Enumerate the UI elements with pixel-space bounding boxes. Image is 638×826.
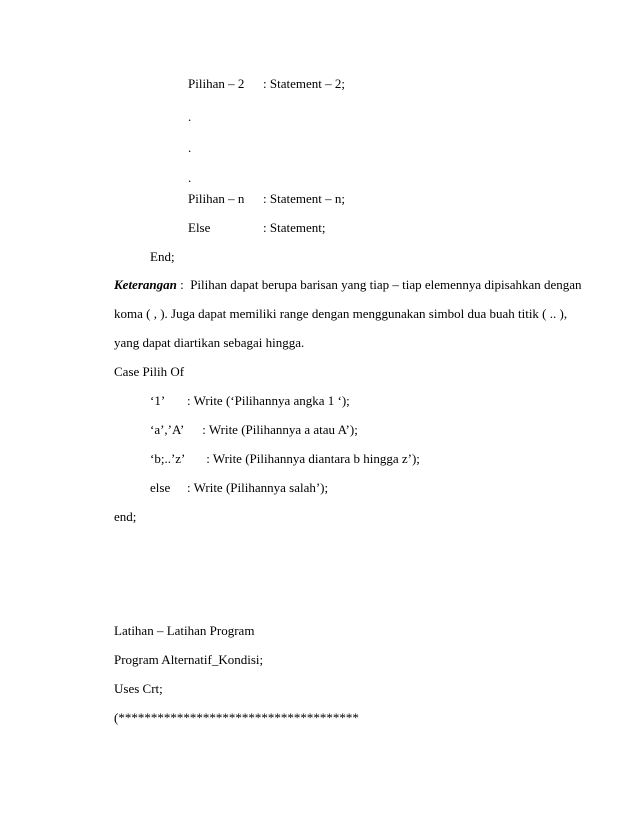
keterangan-label: Keterangan bbox=[114, 277, 177, 292]
latihan-title: Latihan – Latihan Program bbox=[114, 623, 255, 638]
syntax-ellipsis-dot: . bbox=[188, 140, 192, 155]
syntax-ellipsis-dot: . bbox=[188, 109, 192, 124]
syntax-ellipsis-dot: . bbox=[188, 170, 192, 185]
example-case-action: : Write (‘Pilihannya angka 1 ‘); bbox=[187, 393, 350, 408]
example-case-key: else bbox=[150, 480, 171, 495]
example-case-key: ‘a’,’A’ bbox=[150, 422, 185, 437]
syntax-choice-n-label: Pilihan – n bbox=[188, 191, 245, 206]
keterangan-line-1 bbox=[114, 277, 582, 293]
syntax-end: End; bbox=[150, 249, 175, 264]
keterangan-line-2: koma ( , ). Juga dapat memiliki range dengan menggunakan simbol dua buah titik ( .. ), bbox=[114, 306, 568, 321]
syntax-else-statement: : Statement; bbox=[263, 220, 326, 235]
syntax-choice-2-label: Pilihan – 2 bbox=[188, 76, 245, 91]
example-case-header: Case Pilih Of bbox=[114, 364, 185, 379]
program-declaration: Program Alternatif_Kondisi; bbox=[114, 652, 264, 667]
comment-border: (************************************* bbox=[114, 710, 359, 725]
example-end: end; bbox=[114, 509, 137, 524]
example-case-action: : Write (Pilihannya diantara b hingga z’); bbox=[203, 451, 420, 466]
example-case-key: ‘b;..’z’ bbox=[150, 451, 186, 466]
syntax-else-label: Else bbox=[188, 220, 211, 235]
keterangan-line-3: yang dapat diartikan sebagai hingga. bbox=[114, 335, 305, 350]
syntax-choice-2-statement: : Statement – 2; bbox=[263, 76, 345, 91]
keterangan-text-1: : Pilihan dapat berupa barisan yang tiap – tiap elemennya dipisahkan dengan bbox=[176, 277, 582, 292]
example-case-key: ‘1’ bbox=[150, 393, 166, 408]
syntax-choice-n-statement: : Statement – n; bbox=[263, 191, 345, 206]
example-case-action: : Write (Pilihannya salah’); bbox=[187, 480, 329, 495]
uses-declaration: Uses Crt; bbox=[114, 681, 163, 696]
example-case-action: : Write (Pilihannya a atau A’); bbox=[199, 422, 358, 437]
